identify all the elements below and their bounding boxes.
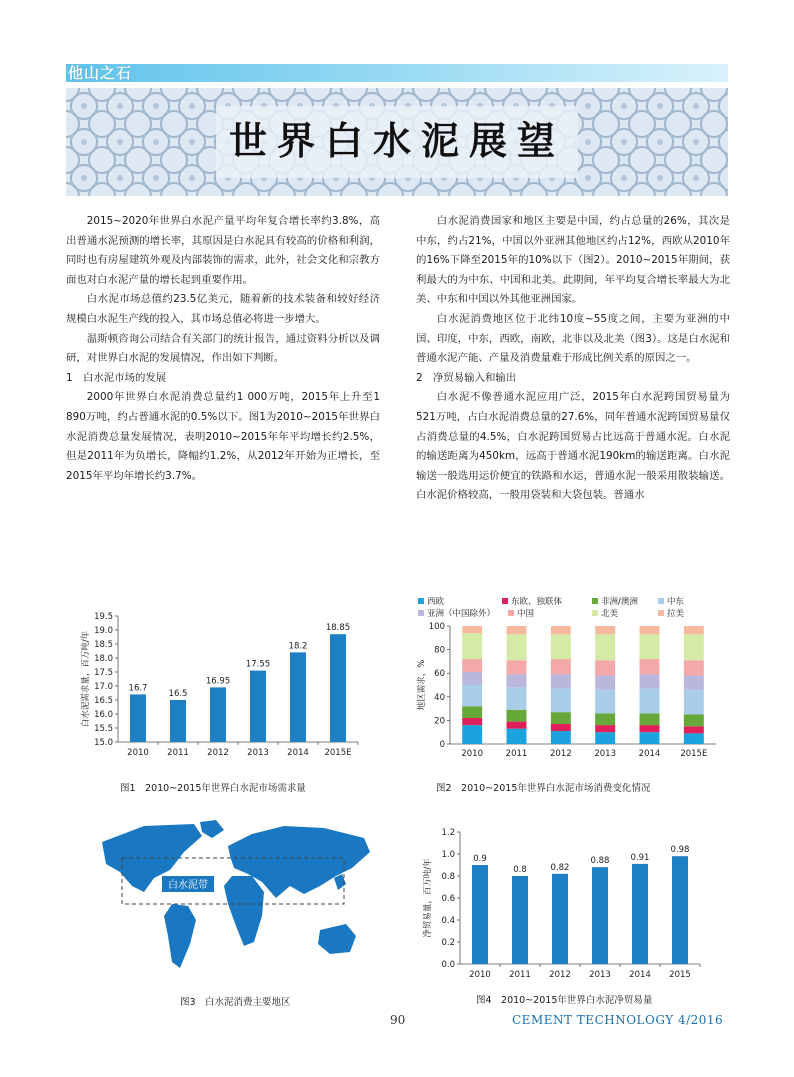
stacked-segment [595,676,615,690]
x-tick-label: 2014 [638,749,661,759]
paragraph: 白水泥消费地区位于北纬10度~55度之间，主要为亚洲的中国、印度，中东，西欧，南欧，北非以及北美（图3）。这是白水泥和普通水泥产能、产量及消费量难于形成比例关系的原因之一。 [416,312,730,365]
data-label: 0.88 [590,856,610,867]
y-tick-label: 0.8 [441,872,455,882]
stacked-segment [595,660,615,675]
figure-2-chart [410,594,728,770]
stacked-segment [684,634,704,660]
page-number: 90 [390,1013,406,1027]
legend-swatch [418,610,424,616]
bar [512,876,528,964]
paragraph: 温斯顿咨询公司结合有关部门的统计报告，通过资料分析以及调研，对世界白水泥的发展情况，作出如下判断。 [66,332,380,365]
bar [592,867,608,964]
x-tick-label: 2015E [680,749,708,759]
stacked-segment [551,634,571,659]
y-tick-label: 1.0 [441,850,455,860]
figure-3-caption: 图3 白水泥消费主要地区 [180,997,291,1008]
stacked-segment [684,690,704,715]
stacked-segment [507,634,527,660]
stacked-segment [551,731,571,744]
paragraph: 白水泥不像普通水泥应用广泛，2015年白水泥跨国贸易量为521万吨，占白水泥消费总量的27.6%，同年普通水泥跨国贸易量仅占消费总量的4.5%，白水泥跨国贸易占比远高于普通水泥。白水泥的输送距离为450km，远高于普通水泥190km的输送距离。白水泥输送一般选用运价便宜的铁路和水运，普通水泥一般采用散装输送。白水泥价格较高，一般用袋装和大袋包装。普通水 [416,391,730,502]
bar [250,671,266,742]
figure-1-chart [70,600,370,770]
y-axis-label: 地区需求，% [417,659,427,711]
figure-2-caption: 图2 2010~2015年世界白水泥市场消费变化情况 [436,783,651,794]
data-label: 0.98 [670,845,690,856]
legend-label: 非洲/澳洲 [601,597,638,607]
bar [552,874,568,964]
bar [130,694,146,742]
article-title: 世界白水泥展望 [228,118,565,163]
stacked-segment [640,689,660,714]
stacked-segment [684,726,704,733]
section-label: 他山之石 [68,64,133,82]
y-tick-label: 40 [434,692,445,703]
y-tick-label: 18.5 [94,640,113,650]
section-heading: 1 白水泥市场的发展 [66,371,167,384]
stacked-segment [684,626,704,634]
left-column [66,212,380,486]
x-tick-label: 2013 [594,749,616,759]
legend-label: 亚洲（中国除外） [427,609,496,619]
data-label: 0.9 [473,854,487,864]
figure-1-caption: 图1 2010~2015年世界白水泥市场需求量 [120,783,306,794]
y-tick-label: 19.5 [94,612,113,622]
stacked-segment [507,674,527,687]
stacked-segment [551,712,571,724]
legend-label: 北美 [601,609,619,619]
y-tick-label: 17.5 [94,668,113,678]
stacked-segment [684,676,704,690]
stacked-segment [640,713,660,725]
bar [632,864,648,964]
x-tick-label: 2012 [550,749,572,759]
stacked-segment [551,674,571,688]
stacked-segment [551,659,571,674]
x-tick-label: 2010 [469,970,491,980]
stacked-segment [640,674,660,688]
y-axis-label: 净贸易量，百万吨/年 [423,858,433,938]
data-label: 0.8 [513,865,527,875]
y-tick-label: 19.0 [94,626,113,636]
bar [210,687,226,742]
stacked-segment [507,687,527,709]
y-tick-label: 15.5 [94,724,113,734]
data-label: 0.91 [630,852,650,863]
stacked-segment [462,685,482,706]
stacked-segment [462,725,482,744]
stacked-segment [640,634,660,659]
y-axis-label: 白水泥需求量，百万吨/年 [81,630,91,728]
x-tick-label: 2015 [669,970,691,980]
y-tick-label: 16.5 [94,696,113,706]
section-heading: 2 净贸易输入和输出 [416,371,517,384]
legend-swatch [592,598,598,604]
header-bar [66,64,728,82]
stacked-segment [640,659,660,674]
legend-label: 中东 [667,597,685,607]
y-tick-label: 0 [439,740,445,750]
stacked-segment [684,660,704,675]
y-tick-label: 0.6 [441,894,455,904]
stacked-segment [507,722,527,729]
journal-name: CEMENT TECHNOLOGY 4/2016 [512,1013,724,1027]
y-tick-label: 18.0 [94,654,113,664]
stacked-segment [595,725,615,732]
data-label: 16.7 [128,683,148,694]
data-label: 16.5 [168,689,188,699]
stacked-segment [462,626,482,633]
world-map [84,812,380,988]
y-tick-label: 16.0 [94,710,113,720]
right-column [416,212,730,506]
map-belt-label: 白水泥带 [168,880,208,891]
legend-label: 西欧 [427,597,445,607]
paragraph: 2015~2020年世界白水泥产量平均年复合增长率约3.8%，高出普通水泥预测的增长率，其原因是白水泥具有较高的价格和利润，同时也有房屋建筑外观及内部装饰的需求，此外，社会文化和宗教方面也对白水泥产量的增长起到重要作用。 [66,215,380,286]
stacked-segment [684,715,704,727]
stacked-segment [640,725,660,732]
x-tick-label: 2010 [127,748,149,758]
bar [170,700,186,742]
y-tick-label: 0.0 [441,960,455,970]
legend-swatch [592,610,598,616]
stacked-segment [595,634,615,660]
x-tick-label: 2012 [207,748,229,758]
legend-swatch [502,598,508,604]
x-tick-label: 2014 [629,970,651,980]
data-label: 0.82 [550,862,570,873]
bar [472,865,488,964]
bar [672,856,688,964]
stacked-segment [640,732,660,744]
x-tick-label: 2010 [461,749,483,759]
stacked-segment [595,690,615,714]
bar [330,634,346,742]
stacked-segment [507,729,527,744]
y-tick-label: 0.4 [441,916,455,926]
bar [290,652,306,742]
legend-swatch [658,598,664,604]
stacked-segment [551,626,571,634]
legend-label: 东欧、独联体 [511,597,563,607]
legend-swatch [418,598,424,604]
stacked-segment [462,718,482,725]
x-tick-label: 2015E [324,748,352,758]
figure-4-caption: 图4 2010~2015年世界白水泥净贸易量 [476,995,653,1006]
legend-swatch [508,610,514,616]
data-label: 16.95 [205,676,231,687]
y-tick-label: 60 [434,669,445,680]
x-tick-label: 2014 [287,748,309,758]
data-label: 18.85 [325,623,351,634]
stacked-segment [462,706,482,718]
stacked-segment [551,689,571,713]
y-tick-label: 80 [434,645,445,656]
stacked-segment [462,633,482,659]
y-tick-label: 15.0 [94,738,113,748]
legend-label: 拉美 [667,609,685,619]
stacked-segment [507,626,527,634]
legend-label: 中国 [517,609,535,619]
y-tick-label: 1.2 [441,828,455,838]
stacked-segment [551,724,571,731]
stacked-segment [507,660,527,674]
x-tick-label: 2013 [589,970,611,980]
stacked-segment [507,710,527,722]
stacked-segment [595,713,615,725]
stacked-segment [640,626,660,634]
x-tick-label: 2011 [167,748,189,758]
x-tick-label: 2011 [509,970,531,980]
stacked-segment [462,659,482,672]
figure-4-chart [412,822,712,984]
stacked-segment [595,626,615,634]
paragraph: 白水泥消费国家和地区主要是中国，约占总量的26%，其次是中东，约占21%，中国以外亚洲其他地区约占12%，西欧从2010年的16%下降至2015年的10%以下（图2）。2010~2015年期间，获利最大的为中东、中国和北美。此期间，年平均复合增长率最大为北美、中东和中国以外其他亚洲国家。 [416,215,730,306]
legend-swatch [658,610,664,616]
stacked-segment [684,733,704,744]
stacked-segment [595,732,615,744]
y-tick-label: 17.0 [94,682,113,692]
data-label: 18.2 [288,641,308,652]
paragraph: 2000年世界白水泥消费总量约1 000万吨，2015年上升至1 890万吨，约占普通水泥的0.5%以下。图1为2010~2015年世界白水泥消费总量发展情况，表明2010~2015年年平均增长约2.5%，但是2011年为负增长，降幅约1.2%，从2012年开始为正增长，至2015年平均年增长约3.7%。 [66,391,380,482]
y-tick-label: 0.2 [441,938,455,948]
x-tick-label: 2012 [549,970,571,980]
stacked-segment [462,672,482,685]
paragraph: 白水泥市场总值约23.5亿美元，随着新的技术装备和较好经济规模白水泥生产线的投入，其市场总值必将进一步增大。 [66,293,380,325]
x-tick-label: 2013 [247,748,269,758]
data-label: 17.55 [245,659,271,670]
x-tick-label: 2011 [505,749,528,759]
y-tick-label: 100 [428,622,445,632]
y-tick-label: 20 [434,716,445,727]
